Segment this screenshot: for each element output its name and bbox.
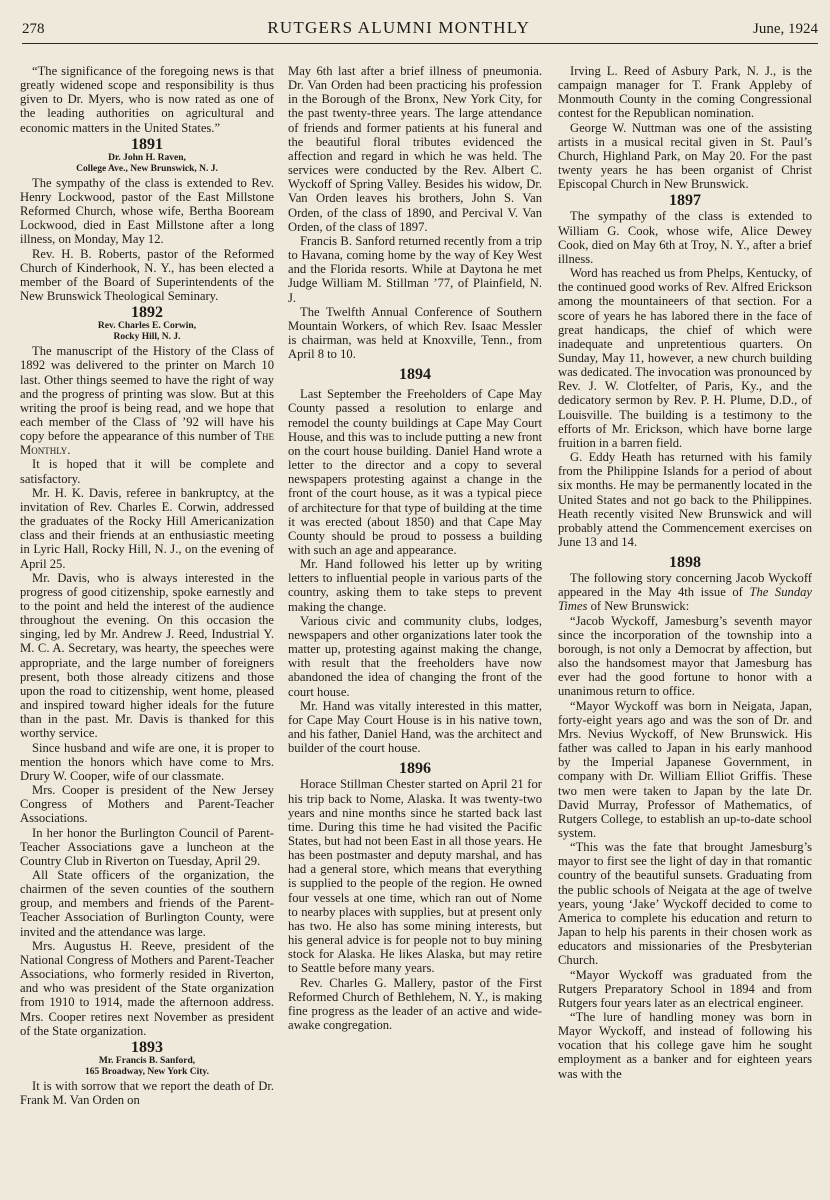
paragraph: May 6th last after a brief illness of pneumonia. Dr. Van Orden had been practicing his profession in the Borough of the Bronx, New York City, for the past twenty-three years. The large attendance of friends and former patients at his funeral and the beautiful floral tributes evidenced the affection and regard in which he was held. The services were conducted by the Rev. Albert C. Wyckoff of Spring Valley. Besides his widow, Dr. Van Orden leaves his brothers, John S. Van Orden, of the class of 1890, and Percival V. Van Orden, of the class of 1897. <box>288 64 542 234</box>
paragraph: Word has reached us from Phelps, Kentucky, of the continued good works of Rev. Alfred Erickson among the mountaineers of that section. For a score of years he has labored there in the face of great handicaps, the chief of which were inadequate and unpretentious quarters. On Sunday, May 11, however, a new church building was dedicated. The invocation was pronounced by Rev. J. W. Clotfelter, of Paris, Ky., and the dedicatory sermon by Rev. P. H. Plume, D.D., of Louisville. The building is a testimony to the efforts of Mr. Erickson, which have borne large fruition in a barren field. <box>558 266 812 450</box>
paragraph: It is hoped that it will be complete and satisfactory. <box>20 457 274 486</box>
class-year-heading: 1894 <box>399 366 431 384</box>
paragraph: Mr. Hand followed his letter up by writing letters to influential people in various parts of the country, asking them to take steps to prevent making the change. <box>288 557 542 614</box>
magazine-title: RUTGERS ALUMNI MONTHLY <box>267 18 531 37</box>
paragraph <box>20 344 274 457</box>
paragraph: All State officers of the organization, the chairmen of the seven counties of the southern group, and members and friends of the Parent-Teacher Association of Burlington County, were invited and the attendance was large. <box>20 867 274 939</box>
paragraph: G. Eddy Heath has returned with his family from the Philippine Islands for a period of about six months. He may be permanently located in the United States and not go back to the Philippines. Heath recently visited New Brunswick and will probably attend the Commencement exercises on June 13 and 14. <box>558 450 812 549</box>
page-header <box>22 18 818 44</box>
paragraph-text: of New Brunswick: <box>590 599 690 614</box>
paragraph-text: The following story concerning Jacob Wyckoff appeared in the May 4th issue of <box>558 571 812 600</box>
paragraph: “Mayor Wyckoff was graduated from the Rutgers Preparatory School in 1894 and from Rutgers four years later as an electrical engineer. <box>558 967 812 1010</box>
paragraph: “The significance of the foregoing news is that greatly widened scope and responsibility is thus given to Dr. Myers, who is now rated as one of the leading authorities on agricultural and economic matters in the United States.” <box>20 64 274 135</box>
page-number: 278 <box>22 21 45 37</box>
paragraph: The sympathy of the class is extended to Rev. Henry Lockwood, pastor of the East Millstone Reformed Church, whose wife, Bertha Booream Lockwood, died in East Millstone after a long illness, on Monday, May 12. <box>20 175 274 247</box>
column-2 <box>288 64 542 1200</box>
class-secretary-address: Rocky Hill, N. J. <box>113 332 181 343</box>
class-year-heading: 1897 <box>669 192 701 210</box>
paragraph: Mrs. Cooper is president of the New Jersey Congress of Mothers and Parent-Teacher Associations. <box>20 783 274 826</box>
class-year-heading: 1898 <box>669 554 701 572</box>
paragraph: Last September the Freeholders of Cape May County passed a resolution to enlarge and remodel the county buildings at Cape May Court House, and this was to include putting a new front on the court house building. Daniel Hand wrote a letter to the director and a copy to several newspapers protesting against a change in the front of the court house, as it was a typical piece of architecture for that type of building at the time it was erected (about 1850) and that Cape May County should be proud to possess a building with such an age and appearance. <box>288 387 542 557</box>
class-secretary-address: 165 Broadway, New York City. <box>84 1066 210 1077</box>
class-year-heading: 1891 <box>131 135 163 153</box>
paragraph <box>558 571 812 613</box>
class-secretary-address: College Ave., New Brunswick, N. J. <box>76 163 218 174</box>
class-secretary-name: Mr. Francis B. Sanford, <box>98 1055 196 1066</box>
issue-date: June, 1924 <box>752 21 818 37</box>
paragraph: “The lure of handling money was born in Mayor Wyckoff, and instead of following his vocation that his college gave him he sought employment as a banker and for eighteen years was with the <box>558 1010 812 1081</box>
paragraph: Various civic and community clubs, lodges, newspapers and other organizations later took the matter up, protesting against making the change, with result that the freeholders have now abandoned the idea of changing the front of the court house. <box>288 613 542 699</box>
class-year-heading: 1892 <box>131 304 163 322</box>
paragraph-text: . <box>67 443 71 458</box>
class-year-heading: 1896 <box>399 760 431 778</box>
paragraph: In her honor the Burlington Council of Parent-Teacher Associations gave a luncheon at the Country Club in Riverton on Tuesday, April 29. <box>20 825 274 868</box>
column-1 <box>20 64 274 1200</box>
paragraph: Mr. H. K. Davis, referee in bankruptcy, at the invitation of Rev. Charles E. Corwin, addressed the graduates of the Rocky Hill Americanization class and their friends at an enthusiastic meeting in Lyric Hall, Rocky Hill, N. J., on the evening of April 25. <box>20 485 274 571</box>
paragraph: Mr. Hand was vitally interested in this matter, for Cape May Court House is in his native town, and his father, Daniel Hand, was the architect and builder of the court house. <box>288 698 542 756</box>
paragraph: Mrs. Augustus H. Reeve, president of the National Congress of Mothers and Parent-Teacher Associations, who formerly resided in Riverton, and who was president of the State organization from 1910 to 1914, made the afternoon address. Mrs. Cooper retires next November as president of the State organization. <box>20 938 274 1038</box>
paragraph: “This was the fate that brought Jamesburg’s mayor to first see the light of day in that romantic country of the beautiful sunsets. Graduating from the public schools of Neigata at the age of twelve years, young ‘Jake’ Wyckoff decided to come to America to complete his education and return to Japan to help his parents in their chosen work as educators and missionaries of the Presbyterian Church. <box>558 840 812 968</box>
paragraph: Mr. Davis, who is always interested in the progress of good citizenship, spoke earnestly and to the point and held the interest of the audience throughout the evening. On this occasion the singing, led by Mr. Andrew J. Reed, Industrial Y. M. C. A. Secretary, was hearty, the speeches were appropriate, and the large number of foreigners present, both those already citizens and those upon the road to citizenship, went home, pleased and inspired toward higher ideals for the future than in the past. Mr. Davis is thanked for this worthy service. <box>20 570 274 741</box>
paragraph: “Jacob Wyckoff, Jamesburg’s seventh mayor since the incorporation of the township into a borough, is not only a Democrat by affection, but also the handsomest mayor that Jamesburg has ever had the good fortune to honor with a unanimous return to office. <box>558 613 812 699</box>
class-secretary-name: Rev. Charles E. Corwin, <box>97 321 197 332</box>
paragraph: George W. Nuttman was one of the assisting artists in a musical recital given in St. Paul’s Church, Highland Park, on May 20. For the past twenty years he has been organist of Christ Episcopal Church in New Brunswick. <box>558 120 812 192</box>
paragraph: Since husband and wife are one, it is proper to mention the honors which have come to Mrs. Drury W. Cooper, wife of our classmate. <box>20 740 274 783</box>
paragraph: Francis B. Sanford returned recently from a trip to Havana, coming home by the way of Key West and the Florida resorts. While at Daytona he met Judge William M. Stillman ’77, of Plainfield, N. J. <box>288 233 542 305</box>
paragraph: “Mayor Wyckoff was born in Neigata, Japan, forty-eight years ago and was the son of Dr. and Mrs. Nevius Wyckoff, of New Brunswick. His father was called to Japan in his early manhood by the Imperial Japanese Government, in company with Dr. William Elliot Griffis. These two men were taken to Japan by the late Dr. David Murray, Professor of Mathematics, of Rutgers College, to establish an up-to-date school system. <box>558 698 812 840</box>
paragraph: The Twelfth Annual Conference of Southern Mountain Workers, of which Rev. Isaac Messler is chairman, was held at Knoxville, Tenn., from April 8 to 10. <box>288 304 542 362</box>
paragraph: Horace Stillman Chester started on April 21 for his trip back to Nome, Alaska. It was twenty-two years and nine months since he started back last time. During this time he had visited the Pacific States, but had not been East in all those years. He has been postmaster and deputy marshal, and has had a general store, which means that everything is supplied to the people of the region. He owned four vessels at one time, which ran out of Nome to nearby places with supplies, but at present only has two. He also has some mining interests, but his general advice is for people not to buy mining stock for Alaska. He likes Alaska, but may retire to Seattle before many years. <box>288 777 542 976</box>
paragraph: Irving L. Reed of Asbury Park, N. J., is the campaign manager for T. Frank Appleby of Monmouth County in the coming Congressional contest for the Republican nomination. <box>558 64 812 121</box>
class-year-heading: 1893 <box>131 1038 163 1056</box>
column-3 <box>558 64 812 1200</box>
paragraph: The sympathy of the class is extended to William G. Cook, whose wife, Alice Dewey Cook, died on May 6th at Troy, N. Y., after a brief illness. <box>558 209 812 266</box>
class-secretary-name: Dr. John H. Raven, <box>108 152 186 163</box>
magazine-name: The Monthly <box>20 429 274 458</box>
paragraph-text: The manuscript of the History of the Class of 1892 was delivered to the printer on March 10 last. Other things seemed to have the right of way and the progress of printing was slow. But at this writing the proof is being read, and we hope that each member of the Class of ’92 will have his copy before the appearance of this number of <box>20 344 274 444</box>
newspaper-name: The Sunday Times <box>558 585 812 614</box>
paragraph: Rev. H. B. Roberts, pastor of the Reformed Church of Kinderhook, N. Y., has been elected a member of the Board of Superintendents of the New Brunswick Theological Seminary. <box>20 246 274 304</box>
paragraph: It is with sorrow that we report the death of Dr. Frank M. Van Orden on <box>20 1078 274 1107</box>
paragraph: Rev. Charles G. Mallery, pastor of the First Reformed Church of Bethlehem, N. Y., is making fine progress as the leader of an active and wide-awake congregation. <box>288 975 542 1032</box>
